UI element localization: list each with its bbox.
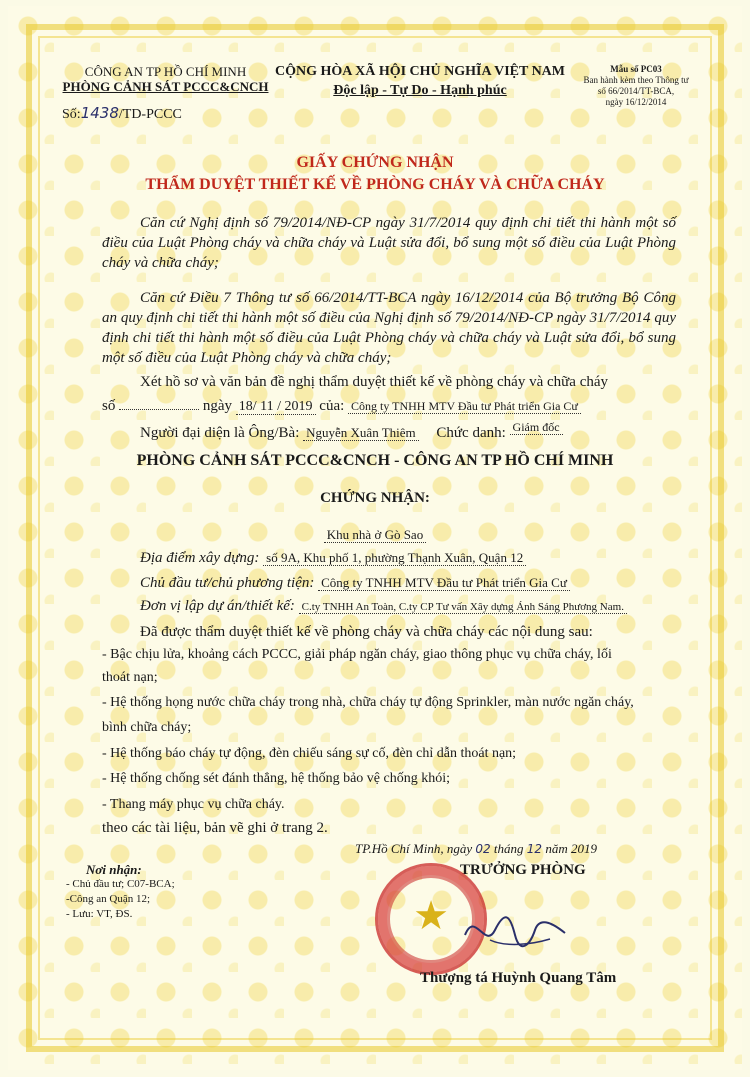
- so-label: Số:: [62, 107, 81, 122]
- rep-label: Người đại diện là Ông/Bà:: [140, 425, 300, 441]
- dateline-day: 02: [475, 842, 491, 856]
- form-note-2: Ban hành kèm theo Thông tư: [583, 75, 689, 85]
- request-so-blank: [119, 409, 199, 410]
- preamble-paragraph-2: Căn cứ Điều 7 Thông tư số 66/2014/TT-BCA ngày 16/12/2014 của Bộ trưởng Bộ Công an quy định chi tiết thi hành một số điều của Nghị định số 79/2014/NĐ-CP ngày 31/7/2014 quy định chi tiết thi hành một số điều của Luật Phòng cháy và chữa cháy và Luật sửa đổi, bổ sung một số điều của Luật Phòng cháy và chữa cháy;: [102, 290, 676, 366]
- designer-value: C.ty TNHH An Toàn, C.ty CP Tư vấn Xây dựng Ánh Sáng Phương Nam.: [299, 601, 627, 614]
- signer-name: Thượng tá Huỳnh Quang Tâm: [420, 970, 617, 986]
- so-number: 1438: [80, 104, 119, 122]
- position-label: Chức danh:: [436, 425, 506, 441]
- request-date: 18/ 11 / 2019: [236, 399, 316, 415]
- request-so-label: số: [102, 398, 116, 414]
- location-label: Địa điểm xây dựng:: [140, 550, 260, 566]
- dateline-place: TP.Hồ Chí Minh: [355, 841, 441, 856]
- location-value: số 9A, Khu phố 1, phường Thạnh Xuân, Quận 12: [263, 550, 526, 566]
- project-name: [60, 527, 690, 543]
- title-line-1: GIẤY CHỨNG NHẬN: [296, 154, 454, 171]
- form-note-3: số 66/2014/TT-BCA,: [597, 86, 675, 96]
- closing-line: theo các tài liệu, bản vẽ ghi ở trang 2.: [102, 820, 328, 836]
- preamble-paragraph-1: Căn cứ Nghị định số 79/2014/NĐ-CP ngày 31/7/2014 quy định chi tiết thi hành một số điều của Luật Phòng cháy và chữa cháy và Luật sửa đổi, bổ sung một số điều của Luật Phòng cháy và chữa cháy;: [102, 215, 676, 271]
- dateline-month: 12: [526, 842, 543, 856]
- approved-item: - Bậc chịu lửa, khoảng cách PCCC, giải pháp ngăn cháy, giao thông phục vụ chữa cháy, lối: [102, 647, 612, 662]
- investor-value: Công ty TNHH MTV Đầu tư Phát triển Gia Cư: [318, 575, 570, 591]
- recipients-heading: Nơi nhận:: [86, 862, 142, 877]
- project-name-value: Khu nhà ở Gò Sao: [324, 527, 426, 543]
- dateline: TP.Hồ Chí Minh, ngày 02 tháng 12 năm 2019: [355, 841, 597, 856]
- representative-line: [140, 420, 563, 442]
- signature: [460, 905, 570, 955]
- approved-intro: Đã được thẩm duyệt thiết kế về phòng cháy và chữa cháy các nội dung sau:: [140, 624, 593, 640]
- investor-line: [140, 575, 570, 592]
- so-suffix: /TD-PCCC: [118, 107, 182, 122]
- recipient-item: - Lưu: VT, ĐS.: [66, 908, 133, 920]
- agency-line-1: CÔNG AN TP HỒ CHÍ MINH: [84, 64, 247, 79]
- position-value: Giám đốc: [510, 420, 563, 435]
- nation-line-2: Độc lập - Tự Do - Hạnh phúc: [333, 83, 507, 98]
- dateline-year: 2019: [570, 841, 597, 856]
- form-note-1: Mẫu số PC03: [610, 64, 662, 74]
- dateline-thang-label: tháng: [493, 841, 524, 856]
- form-note: [566, 64, 706, 108]
- approved-item: - Thang máy phục vụ chữa cháy.: [102, 797, 285, 812]
- request-line-2: [102, 398, 581, 415]
- certify-heading: CHỨNG NHẬN:: [320, 490, 430, 506]
- document-number: [62, 104, 182, 123]
- national-header: [260, 62, 580, 100]
- location-line: [140, 550, 526, 567]
- approved-item: - Hệ thống báo cháy tự động, đèn chiếu sáng sự cố, đèn chỉ dẫn thoát nạn;: [102, 746, 517, 761]
- approved-item: thoát nạn;: [102, 670, 158, 685]
- request-cua-label: của:: [319, 398, 345, 414]
- approved-item: bình chữa cháy;: [102, 720, 192, 735]
- dateline-ngay-label: ngày: [446, 841, 473, 856]
- agency-line-2: PHÒNG CẢNH SÁT PCCC&CNCH: [62, 79, 269, 94]
- title-line-2: THẨM DUYỆT THIẾT KẾ VỀ PHÒNG CHÁY VÀ CHỮA CHÁY: [145, 176, 605, 193]
- rep-name: Nguyễn Xuân Thiêm: [303, 425, 419, 441]
- dateline-nam-label: năm: [545, 841, 568, 856]
- department-name: PHÒNG CẢNH SÁT PCCC&CNCH - CÔNG AN TP HỒ CHÍ MINH: [136, 452, 614, 469]
- signer-title: TRƯỞNG PHÒNG: [460, 862, 586, 878]
- form-note-4: ngày 16/12/2014: [605, 97, 667, 107]
- nation-line-1: CỘNG HÒA XÃ HỘI CHỦ NGHĨA VIỆT NAM: [274, 64, 565, 79]
- issuing-agency: [58, 64, 273, 94]
- approved-item: - Hệ thống chống sét đánh thẳng, hệ thống bảo vệ chống khói;: [102, 771, 450, 786]
- designer-line: [140, 598, 627, 615]
- certificate-title: [60, 152, 690, 196]
- request-company: Công ty TNHH MTV Đầu tư Phát triển Gia Cư: [348, 399, 581, 414]
- seal-star-icon: ★: [413, 893, 449, 938]
- approved-item: - Hệ thống họng nước chữa cháy trong nhà, chữa cháy tự động Sprinkler, màn nước ngăn cháy,: [102, 695, 634, 710]
- recipient-item: - Chủ đầu tư; C07-BCA;: [66, 878, 175, 890]
- recipient-item: -Công an Quận 12;: [66, 893, 151, 905]
- designer-label: Đơn vị lập dự án/thiết kế:: [140, 598, 295, 614]
- request-line-1: Xét hồ sơ và văn bản đề nghị thẩm duyệt thiết kế về phòng cháy và chữa cháy: [140, 374, 609, 390]
- investor-label: Chủ đầu tư/chủ phương tiện:: [140, 575, 315, 591]
- recipients-block: [66, 862, 175, 922]
- request-ngay-label: ngày: [202, 398, 233, 414]
